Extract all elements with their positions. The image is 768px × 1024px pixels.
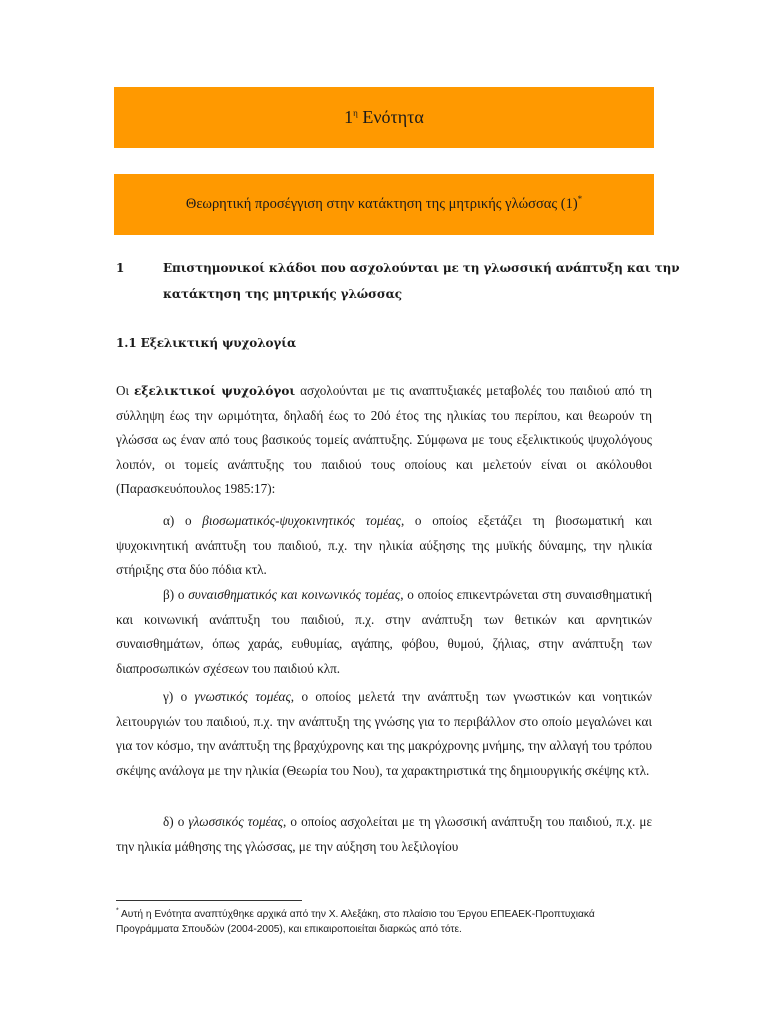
key-term: εξελικτικοί ψυχολόγοι xyxy=(134,384,296,398)
subsection-heading: 1.1 Εξελικτική ψυχολογία xyxy=(116,336,297,350)
list-item: γ) ο γνωστικός τομέας, ο οποίος μελετά την ανάπτυξη των γνωστικών και νοητικών λειτουργιών του παιδιού, π.χ. την ανάπτυξη της γνώσης για το περιβάλλον στο οποίο μεγαλώνει και για τον κόσμο, την ανάπτυξη της βραχύχρονης και της μακρόχρονης μνήμης, την αλλαγή του τρόπου σκέψης ανάλογα με την ηλικία (Θεωρία του Νου), τα χαρακτηριστικά της δημιουργικής σκέψης κτλ. xyxy=(116,689,652,778)
chapter-title-banner xyxy=(114,174,654,235)
unit-title: $1^\eta$ Ενότητα xyxy=(344,107,424,127)
intro-paragraph: Οι εξελικτικοί ψυχολόγοι ασχολούνται με τις αναπτυξιακές μεταβολές του παιδιού από τη σύλληψη έως την ωριμότητα, δηλαδή έως το 20ό έτος της ηλικίας του περίπου, και θεωρούν τη γλώσσα ως έναν από τους βασικούς τομείς ανάπτυξης. Σύμφωνα με τους εξελικτικούς ψυχολόγους λοιπόν, οι τομείς ανάπτυξης του παιδιού τους οποίους και μελετούν είναι οι ακόλουθοι (Παρασκευόπουλος 1985:17): xyxy=(116,383,653,496)
section-heading-line2: κατάκτηση της μητρικής γλώσσας xyxy=(163,287,402,301)
section-heading-line1: Επιστημονικοί κλάδοι που ασχολούνται με τη γλωσσική ανάπτυξη και την xyxy=(163,261,680,275)
footnote-divider xyxy=(116,900,302,901)
unit-title-banner xyxy=(114,87,654,148)
chapter-title: Θεωρητική προσέγγιση στην κατάκτηση της μητρικής γλώσσας (1)* xyxy=(185,194,583,212)
list-item: β) ο συναισθηματικός και κοινωνικός τομέας, ο οποίος επικεντρώνεται στη συναισθηματική και κοινωνική ανάπτυξη του παιδιού, π.χ. στην ανάπτυξη των θετικών και αρνητικών συναισθημάτων, όπως χαράς, ευθυμίας, αγάπης, φόβου, θυμού, ζήλιας, στην ανάπτυξη των διαπροσωπικών σχέσεων του παιδιού κλπ. xyxy=(116,587,652,676)
list-item: α) ο βιοσωματικός-ψυχοκινητικός τομέας, ο οποίος εξετάζει τη βιοσωματική και ψυχοκινητική ανάπτυξη του παιδιού, π.χ. την ηλικία αύξησης της μυϊκής δύναμης, την ηλικία στήριξης στα δύο πόδια κτλ. xyxy=(116,513,652,577)
list-item: δ) ο γλωσσικός τομέας, ο οποίος ασχολείται με τη γλωσσική ανάπτυξη του παιδιού, π.χ. με την ηλικία μάθησης της γλώσσας, με την αύξηση του λεξιλογίου xyxy=(116,814,652,854)
footnote: * Αυτή η Ενότητα αναπτύχθηκε αρχικά από την Χ. Αλεξάκη, στο πλαίσιο του Έργου ΕΠΕΑΕΚ-Προπτυχιακά Προγράμματα Σπουδών (2004-2005), και επικαιροποιείται διαρκώς από τότε. xyxy=(116,907,595,935)
section-number: 1 xyxy=(116,261,125,275)
